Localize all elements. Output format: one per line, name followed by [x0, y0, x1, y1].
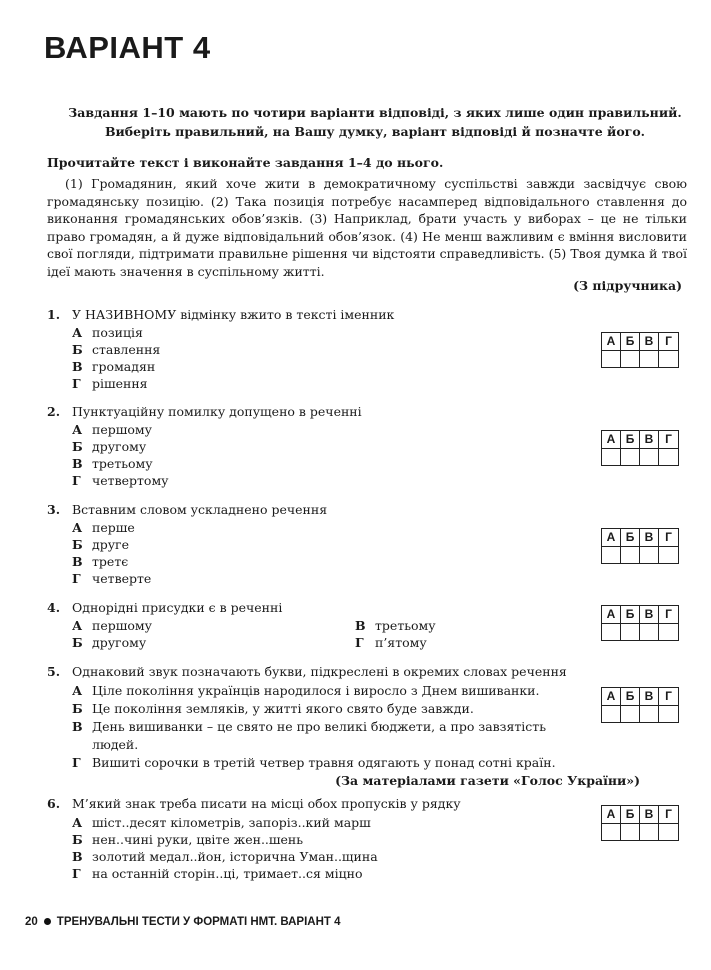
option-b	[72, 537, 129, 552]
option-letter: Г	[72, 866, 81, 881]
answer-box-b[interactable]	[621, 350, 640, 367]
question-number: 3.	[47, 502, 61, 517]
option-d	[72, 866, 362, 881]
answer-grid-4	[601, 605, 679, 641]
option-letter: В	[72, 719, 83, 734]
option-letter: В	[72, 849, 83, 864]
option-c	[72, 359, 155, 374]
answer-box-b[interactable]	[621, 823, 640, 840]
option-text: другому	[92, 635, 147, 650]
option-d	[72, 755, 556, 770]
answer-box-d[interactable]	[659, 546, 678, 563]
grid-letter: Б	[621, 431, 640, 448]
page-footer	[25, 916, 341, 928]
option-letter: Б	[72, 439, 83, 454]
question-number: 5.	[47, 664, 61, 679]
option-letter: Г	[72, 571, 81, 586]
option-a	[72, 520, 135, 535]
option-letter: А	[72, 815, 83, 830]
grid-letter: Б	[621, 688, 640, 705]
option-letter: В	[72, 359, 83, 374]
option-d	[72, 473, 169, 488]
grid-letter: Г	[665, 334, 672, 348]
grid-letter: В	[640, 431, 659, 448]
option-letter: В	[355, 618, 366, 633]
question-text: Пунктуаційну помилку допущено в реченні	[72, 404, 362, 419]
option-text: на останній сторін..ці, тримает..ся міцно	[92, 866, 363, 881]
option-a	[72, 422, 152, 437]
question-text: У НАЗИВНОМУ відмінку вжито в тексті іменник	[72, 307, 395, 322]
grid-letter: А	[602, 688, 621, 705]
answer-box-c[interactable]	[640, 546, 659, 563]
answer-box-d[interactable]	[659, 448, 678, 465]
option-c-continued	[72, 737, 138, 752]
option-text: День вишиванки – це свято не про великі бюджети, а про завзятість	[92, 719, 547, 734]
option-text: громадян	[92, 359, 156, 374]
question-number: 6.	[47, 796, 61, 811]
answer-box-a[interactable]	[602, 623, 621, 640]
option-letter: Б	[72, 537, 83, 552]
grid-letter: А	[602, 806, 621, 823]
option-letter: А	[72, 325, 83, 340]
answer-box-a[interactable]	[602, 350, 621, 367]
option-b	[72, 832, 303, 847]
option-letter: Б	[72, 832, 83, 847]
grid-letter: Г	[665, 432, 672, 446]
option-text: першому	[92, 618, 152, 633]
grid-letter: Б	[621, 333, 640, 350]
option-text: людей.	[92, 737, 139, 752]
option-letter: Б	[72, 635, 83, 650]
footer-text: ТРЕНУВАЛЬНІ ТЕСТИ У ФОРМАТІ НМТ. ВАРІАНТ 4	[56, 916, 341, 928]
option-text: ставлення	[92, 342, 161, 357]
grid-letter: Г	[665, 689, 672, 703]
option-a	[72, 325, 143, 340]
bullet-icon	[44, 918, 51, 925]
grid-letter: В	[640, 806, 659, 823]
option-text: першому	[92, 422, 152, 437]
answer-box-a[interactable]	[602, 705, 621, 722]
question-number: 1.	[47, 307, 61, 322]
question-text: Вставним словом ускладнено речення	[72, 502, 328, 517]
option-a	[72, 683, 539, 698]
answer-box-c[interactable]	[640, 448, 659, 465]
answer-box-c[interactable]	[640, 623, 659, 640]
grid-letter: Б	[621, 806, 640, 823]
option-text: третьому	[375, 618, 436, 633]
grid-letter: А	[602, 606, 621, 623]
option-c	[355, 618, 436, 633]
option-d	[72, 376, 148, 391]
page-title: ВАРІАНТ 4	[44, 30, 211, 65]
grid-letter: А	[602, 431, 621, 448]
option-c	[72, 554, 128, 569]
grid-letter: А	[602, 333, 621, 350]
option-text: позиція	[92, 325, 143, 340]
option-letter: А	[72, 422, 83, 437]
answer-grid-6	[601, 805, 679, 841]
grid-letter: А	[602, 529, 621, 546]
instruction-line: Виберіть правильний, на Вашу думку, варіант відповіді й позначте його.	[104, 124, 646, 139]
option-text: четвертому	[92, 473, 169, 488]
option-text: Вишиті сорочки в третій четвер травня одягають у понад сотні країн.	[92, 755, 556, 770]
option-text: золотий медал..йон, історична Уман..щина	[92, 849, 378, 864]
answer-grid-5	[601, 687, 679, 723]
answer-box-d[interactable]	[659, 350, 678, 367]
answer-box-a[interactable]	[602, 448, 621, 465]
option-text: шіст..десят кілометрів, запоріз..кий марш	[92, 815, 371, 830]
answer-box-b[interactable]	[621, 448, 640, 465]
option-b	[72, 701, 474, 716]
option-a	[72, 618, 152, 633]
question-number: 2.	[47, 404, 61, 419]
question-number: 4.	[47, 600, 61, 615]
option-text: п’ятому	[375, 635, 427, 650]
option-text: Це покоління земляків, у житті якого свято буде завжди.	[92, 701, 474, 716]
option-letter: Б	[72, 701, 83, 716]
answer-grid-1	[601, 332, 679, 368]
grid-letter: Г	[665, 807, 672, 821]
option-letter: А	[72, 520, 83, 535]
question-text: М’який знак треба писати на місці обох пропусків у рядку	[72, 796, 461, 811]
instructions	[60, 103, 690, 141]
answer-box-b[interactable]	[621, 623, 640, 640]
answer-box-a[interactable]	[602, 546, 621, 563]
option-text: рішення	[92, 376, 148, 391]
reading-passage: (1) Громадянин, який хоче жити в демократичному суспільстві завжди засвідчує свою громадянську позицію. (2) Така позиція потребує насамперед відповідального ставлення до виконання громадянських обов’язків. (3) Наприклад, брати участь у виборах – це не тільки право громадян, а й дуже відповідальний обов’язок. (4) Не менш важливим є вміння висловити свої погляди, підтримати правильне рішення чи відстояти справедливість. (5) Твоя думка й твої ідеї мають значення в суспільному житті.	[47, 176, 687, 279]
grid-letter: Б	[621, 606, 640, 623]
question-source: (За матеріалами газети «Голос України»)	[335, 773, 640, 788]
option-letter: Г	[72, 755, 81, 770]
option-text: друге	[92, 537, 129, 552]
answer-box-b[interactable]	[621, 705, 640, 722]
grid-letter: В	[640, 333, 659, 350]
answer-box-b[interactable]	[621, 546, 640, 563]
option-text: третє	[92, 554, 129, 569]
option-c	[72, 849, 378, 864]
option-b	[72, 635, 146, 650]
answer-box-d[interactable]	[659, 823, 678, 840]
question-text: Однорідні присудки є в реченні	[72, 600, 283, 615]
option-letter: Г	[355, 635, 364, 650]
option-text: нен..чині руки, цвіте жен..шень	[92, 832, 304, 847]
option-letter: Г	[72, 473, 81, 488]
option-letter: А	[72, 618, 83, 633]
option-text: четверте	[92, 571, 152, 586]
option-letter: В	[72, 554, 83, 569]
option-letter: А	[72, 683, 83, 698]
answer-box-c[interactable]	[640, 823, 659, 840]
instruction-line: Завдання 1–10 мають по чотири варіанти відповіді, з яких лише один правильний.	[68, 105, 682, 120]
option-letter: Г	[72, 376, 81, 391]
option-a	[72, 815, 371, 830]
answer-grid-3	[601, 528, 679, 564]
grid-letter: Г	[665, 530, 672, 544]
option-c	[72, 719, 546, 734]
page-number: 20	[25, 916, 38, 928]
question-text: Однаковий звук позначають букви, підкреслені в окремих словах речення	[72, 664, 567, 679]
answer-box-d[interactable]	[659, 705, 678, 722]
grid-letter: В	[640, 606, 659, 623]
option-c	[72, 456, 153, 471]
option-letter: Б	[72, 342, 83, 357]
passage-source: (З підручника)	[573, 278, 682, 293]
answer-box-c[interactable]	[640, 705, 659, 722]
grid-letter: В	[640, 529, 659, 546]
grid-letter: Б	[621, 529, 640, 546]
option-b	[72, 439, 146, 454]
answer-box-a[interactable]	[602, 823, 621, 840]
option-d	[72, 571, 151, 586]
reading-heading: Прочитайте текст і виконайте завдання 1–4 до нього.	[47, 155, 444, 170]
option-text: третьому	[92, 456, 153, 471]
option-b	[72, 342, 160, 357]
answer-box-c[interactable]	[640, 350, 659, 367]
option-text: другому	[92, 439, 147, 454]
option-letter: В	[72, 456, 83, 471]
answer-grid-2	[601, 430, 679, 466]
option-text: Ціле покоління українців народилося і виросло з Днем вишиванки.	[92, 683, 540, 698]
grid-letter: Г	[665, 607, 672, 621]
option-text: перше	[92, 520, 135, 535]
answer-box-d[interactable]	[659, 623, 678, 640]
option-d	[355, 635, 427, 650]
grid-letter: В	[640, 688, 659, 705]
